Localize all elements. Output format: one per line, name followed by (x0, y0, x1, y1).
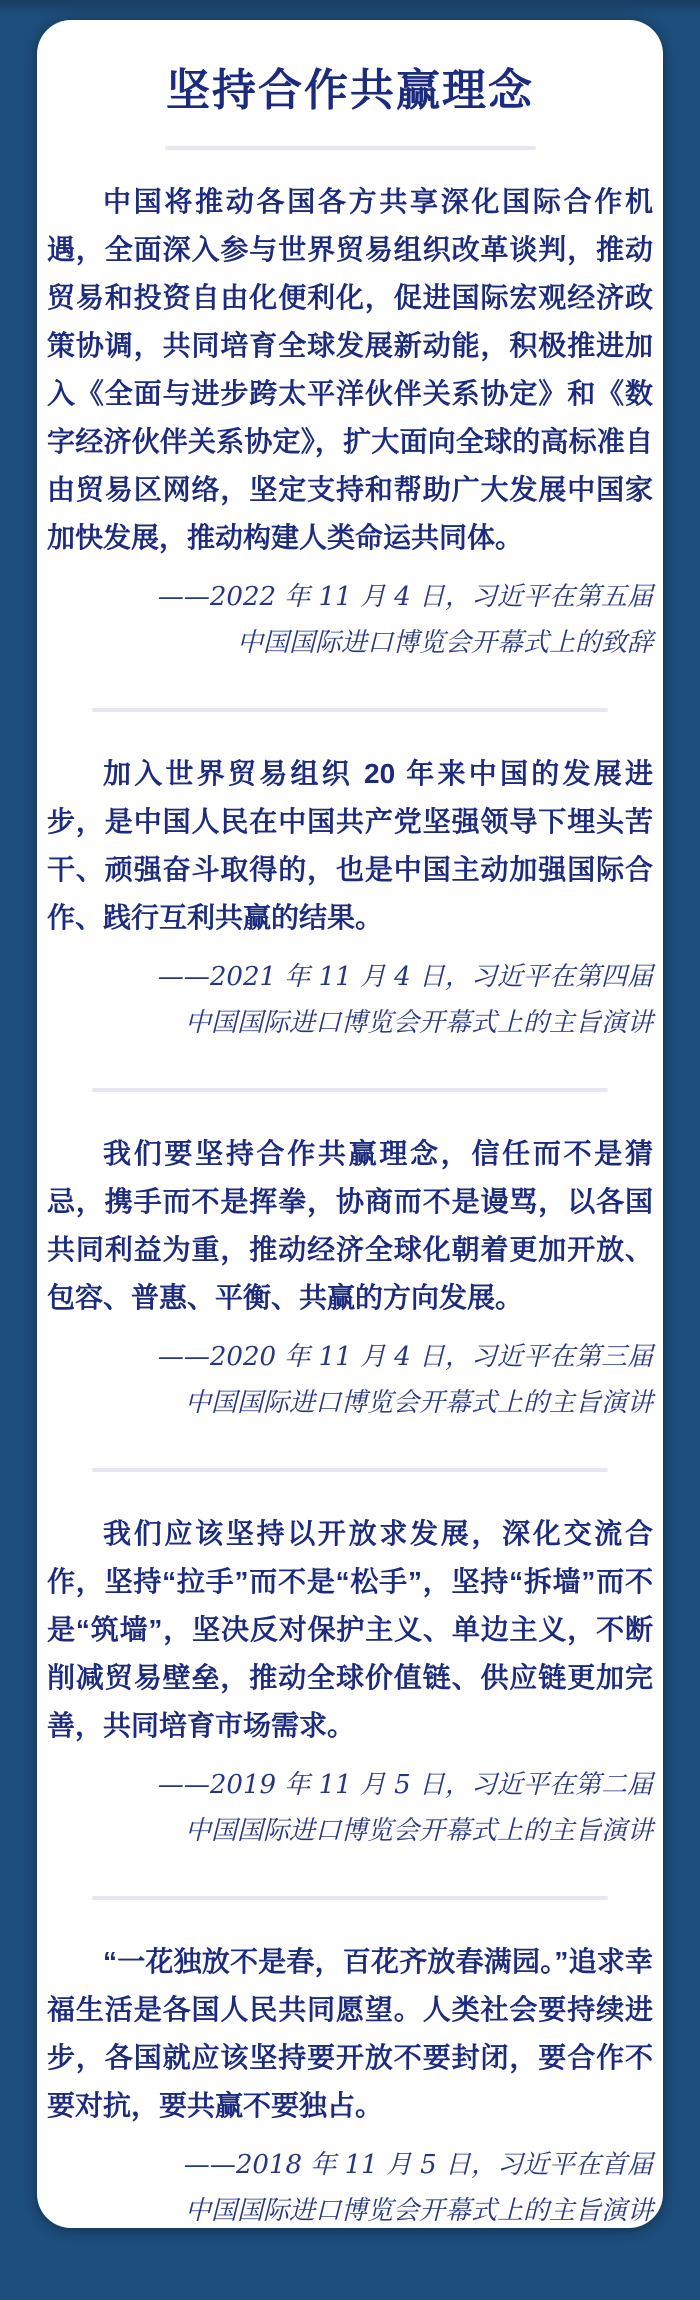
attribution-line-2: 中国国际进口博览会开幕式上的致辞 (236, 628, 653, 658)
quote-text: 我们应该坚持以开放求发展，深化交流合作，坚持“拉手”而不是“松手”，坚持“拆墙”而不是“筑墙”，坚决反对保护主义、单边主义，不断削减贸易壁垒，推动全球价值链、供应链更加完善，共同培育市场需求。 (47, 1518, 653, 1741)
quote-attribution (47, 954, 653, 1046)
quote-section-2019 (47, 1510, 653, 1854)
quote-section-2022 (47, 178, 653, 666)
quote-card (37, 20, 663, 2228)
page-title: 坚持合作共赢理念 (166, 66, 534, 115)
section-divider (92, 708, 608, 712)
quote-section-2018 (47, 1938, 653, 2234)
attribution-line-2: 中国国际进口博览会开幕式上的主旨演讲 (184, 1388, 653, 1418)
quote-text: 我们要坚持合作共赢理念，信任而不是猜忌，携手而不是挥拳，协商而不是谩骂，以各国共同利益为重，推动经济全球化朝着更加开放、包容、普惠、平衡、共赢的方向发展。 (47, 1138, 653, 1313)
attribution-line-1: ——2021 年 11 月 4 日，习近平在第四届 (157, 962, 653, 992)
attribution-line-2: 中国国际进口博览会开幕式上的主旨演讲 (184, 1816, 653, 1846)
attribution-line-2: 中国国际进口博览会开幕式上的主旨演讲 (184, 1008, 653, 1038)
quote-text: 加入世界贸易组织 20 年来中国的发展进步，是中国人民在中国共产党坚强领导下埋头苦干、顽强奋斗取得的，也是中国主动加强国际合作、践行互利共赢的结果。 (47, 758, 653, 933)
quote-text: “一花独放不是春，百花齐放春满园。”追求幸福生活是各国人民共同愿望。人类社会要持续进步，各国就应该坚持要开放不要封闭，要合作不要对抗，要共赢不要独占。 (47, 1946, 653, 2121)
quote-section-2021 (47, 750, 653, 1046)
quote-attribution (47, 2142, 653, 2234)
quote-attribution (47, 574, 653, 666)
attribution-line-1: ——2020 年 11 月 4 日，习近平在第三届 (157, 1342, 653, 1372)
quote-attribution (47, 1334, 653, 1426)
quote-attribution (47, 1762, 653, 1854)
quote-section-2020 (47, 1130, 653, 1426)
quote-text: 中国将推动各国各方共享深化国际合作机遇，全面深入参与世界贸易组织改革谈判，推动贸易和投资自由化便利化，促进国际宏观经济政策协调，共同培育全球发展新动能，积极推进加入《全面与进步跨太平洋伙伴关系协定》和《数字经济伙伴关系协定》，扩大面向全球的高标准自由贸易区网络，坚定支持和帮助广大发展中国家加快发展，推动构建人类命运共同体。 (47, 186, 653, 553)
attribution-line-2: 中国国际进口博览会开幕式上的主旨演讲 (184, 2196, 653, 2226)
section-divider (92, 1088, 608, 1092)
section-divider (92, 1896, 608, 1900)
section-divider (92, 1468, 608, 1472)
attribution-line-1: ——2019 年 11 月 5 日，习近平在第二届 (157, 1770, 653, 1800)
title-divider (165, 146, 536, 150)
attribution-line-1: ——2022 年 11 月 4 日，习近平在第五届 (157, 582, 653, 612)
attribution-line-1: ——2018 年 11 月 5 日，习近平在首届 (183, 2150, 653, 2180)
